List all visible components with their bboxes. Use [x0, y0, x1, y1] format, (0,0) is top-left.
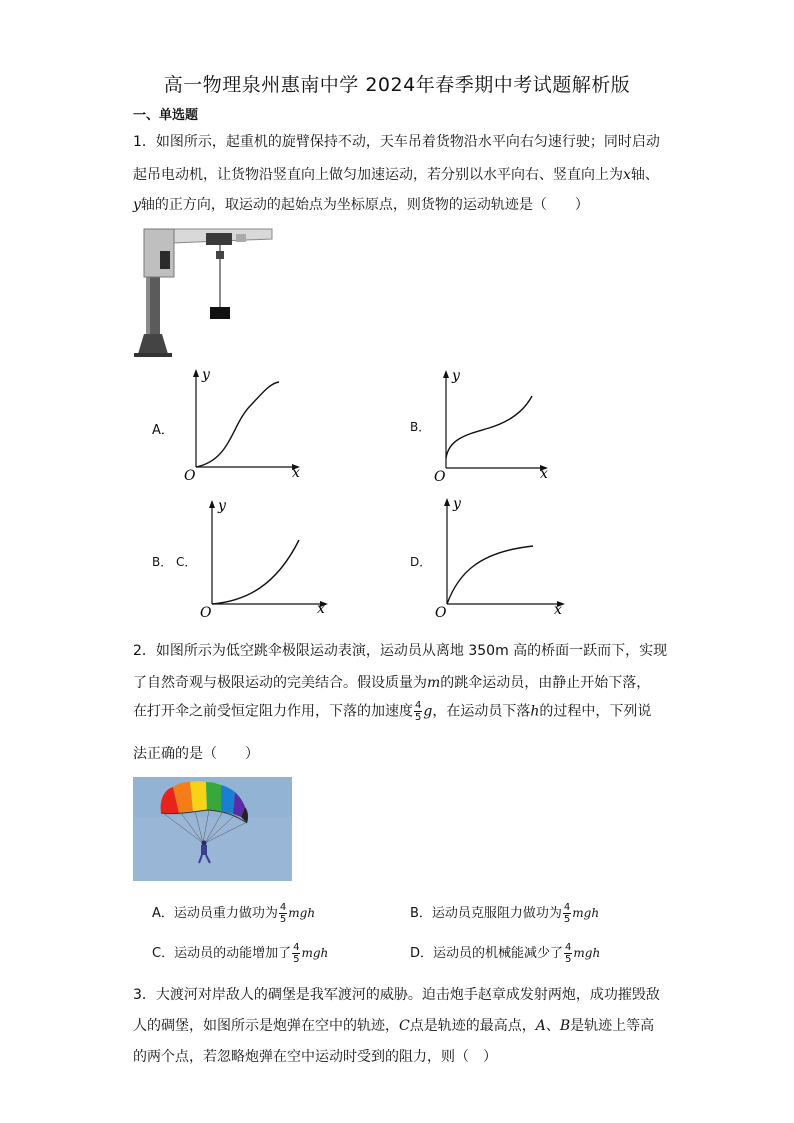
option-b-label: B．	[410, 420, 431, 434]
graph-option-a	[176, 365, 306, 483]
q1-line-2: 起吊电动机，让货物沿竖直向上做匀加速运动，若分别以水平向右、竖直向上为x轴、	[133, 167, 659, 183]
y-axis-label: y	[218, 498, 226, 514]
section-heading: 一、单选题	[133, 108, 199, 123]
q2-option-c: C．运动员的动能增加了 $\frac{4}{5}$ mgh	[152, 942, 329, 965]
y-axis-label: y	[452, 368, 460, 384]
y-axis-label: y	[202, 367, 210, 383]
page-title: 高一物理泉州惠南中学 2024年春季期中考试题解析版	[163, 74, 631, 96]
trolley	[206, 233, 232, 245]
x-axis-label: x	[554, 602, 562, 618]
q3-line-2: 人的碉堡，如图所示是炮弹在空中的轨迹，C点是轨迹的最高点，A、B是轨迹上等高	[133, 1018, 655, 1034]
origin-label: O	[435, 605, 447, 620]
q1-line-1: 1．如图所示，起重机的旋臂保持不动，天车吊着货物沿水平向右匀速行驶；同时启动	[133, 134, 660, 150]
origin-label: O	[434, 469, 446, 484]
origin-label: O	[184, 468, 196, 483]
graph-option-d	[433, 494, 573, 620]
q2-line-2: 了自然奇观与极限运动的完美结合。假设质量为m的跳伞运动员，由静止开始下落，	[133, 675, 651, 691]
x-axis-label: x	[292, 465, 300, 481]
q2-option-d: D．运动员的机械能减少了 $\frac{4}{5}$ mgh	[410, 942, 601, 965]
x-axis-label: x	[540, 466, 548, 482]
q2-line-3: 在打开伞之前受恒定阻力作用，下落的加速度 $\frac{4}{5}$ g，在运动员下落h的过程中，下列说	[133, 700, 652, 723]
graph-option-c	[196, 496, 336, 620]
option-c-label: B． C．	[152, 555, 197, 569]
q3-line-1: 3．大渡河对岸敌人的碉堡是我军渡河的威胁。迫击炮手赵章成发射两炮，成功摧毁敌	[133, 987, 660, 1003]
fraction: $\frac{4}{5}$	[415, 700, 422, 723]
q2-option-a: A．运动员重力做功为 $\frac{4}{5}$ mgh	[152, 902, 316, 925]
parachute-photo	[133, 777, 292, 881]
q1-line-3: y轴的正方向，取运动的起始点为坐标原点，则货物的运动轨迹是（ ）	[133, 197, 589, 213]
q2-line-1: 2．如图所示为低空跳伞极限运动表演，运动员从离地 350m 高的桥面一跃而下，实现	[133, 643, 668, 659]
q3-line-3: 的两个点，若忽略炮弹在空中运动时受到的阻力，则（ ）	[133, 1049, 497, 1065]
trajectory-curve-c	[212, 540, 299, 604]
x-axis-label: x	[317, 601, 325, 617]
option-d-label: D．	[410, 555, 432, 569]
option-a-label: A．	[152, 423, 174, 438]
trajectory-curve-b	[446, 396, 532, 458]
y-axis-label: y	[453, 496, 461, 512]
cargo	[210, 307, 230, 319]
crane-illustration	[132, 221, 277, 361]
graph-option-b	[424, 366, 554, 484]
origin-label: O	[200, 605, 212, 620]
trajectory-curve-a	[196, 382, 279, 467]
q2-option-b: B．运动员克服阻力做功为 $\frac{4}{5}$ mgh	[410, 902, 600, 925]
q2-line-4: 法正确的是（ ）	[133, 746, 259, 762]
trajectory-curve-d	[447, 546, 533, 604]
